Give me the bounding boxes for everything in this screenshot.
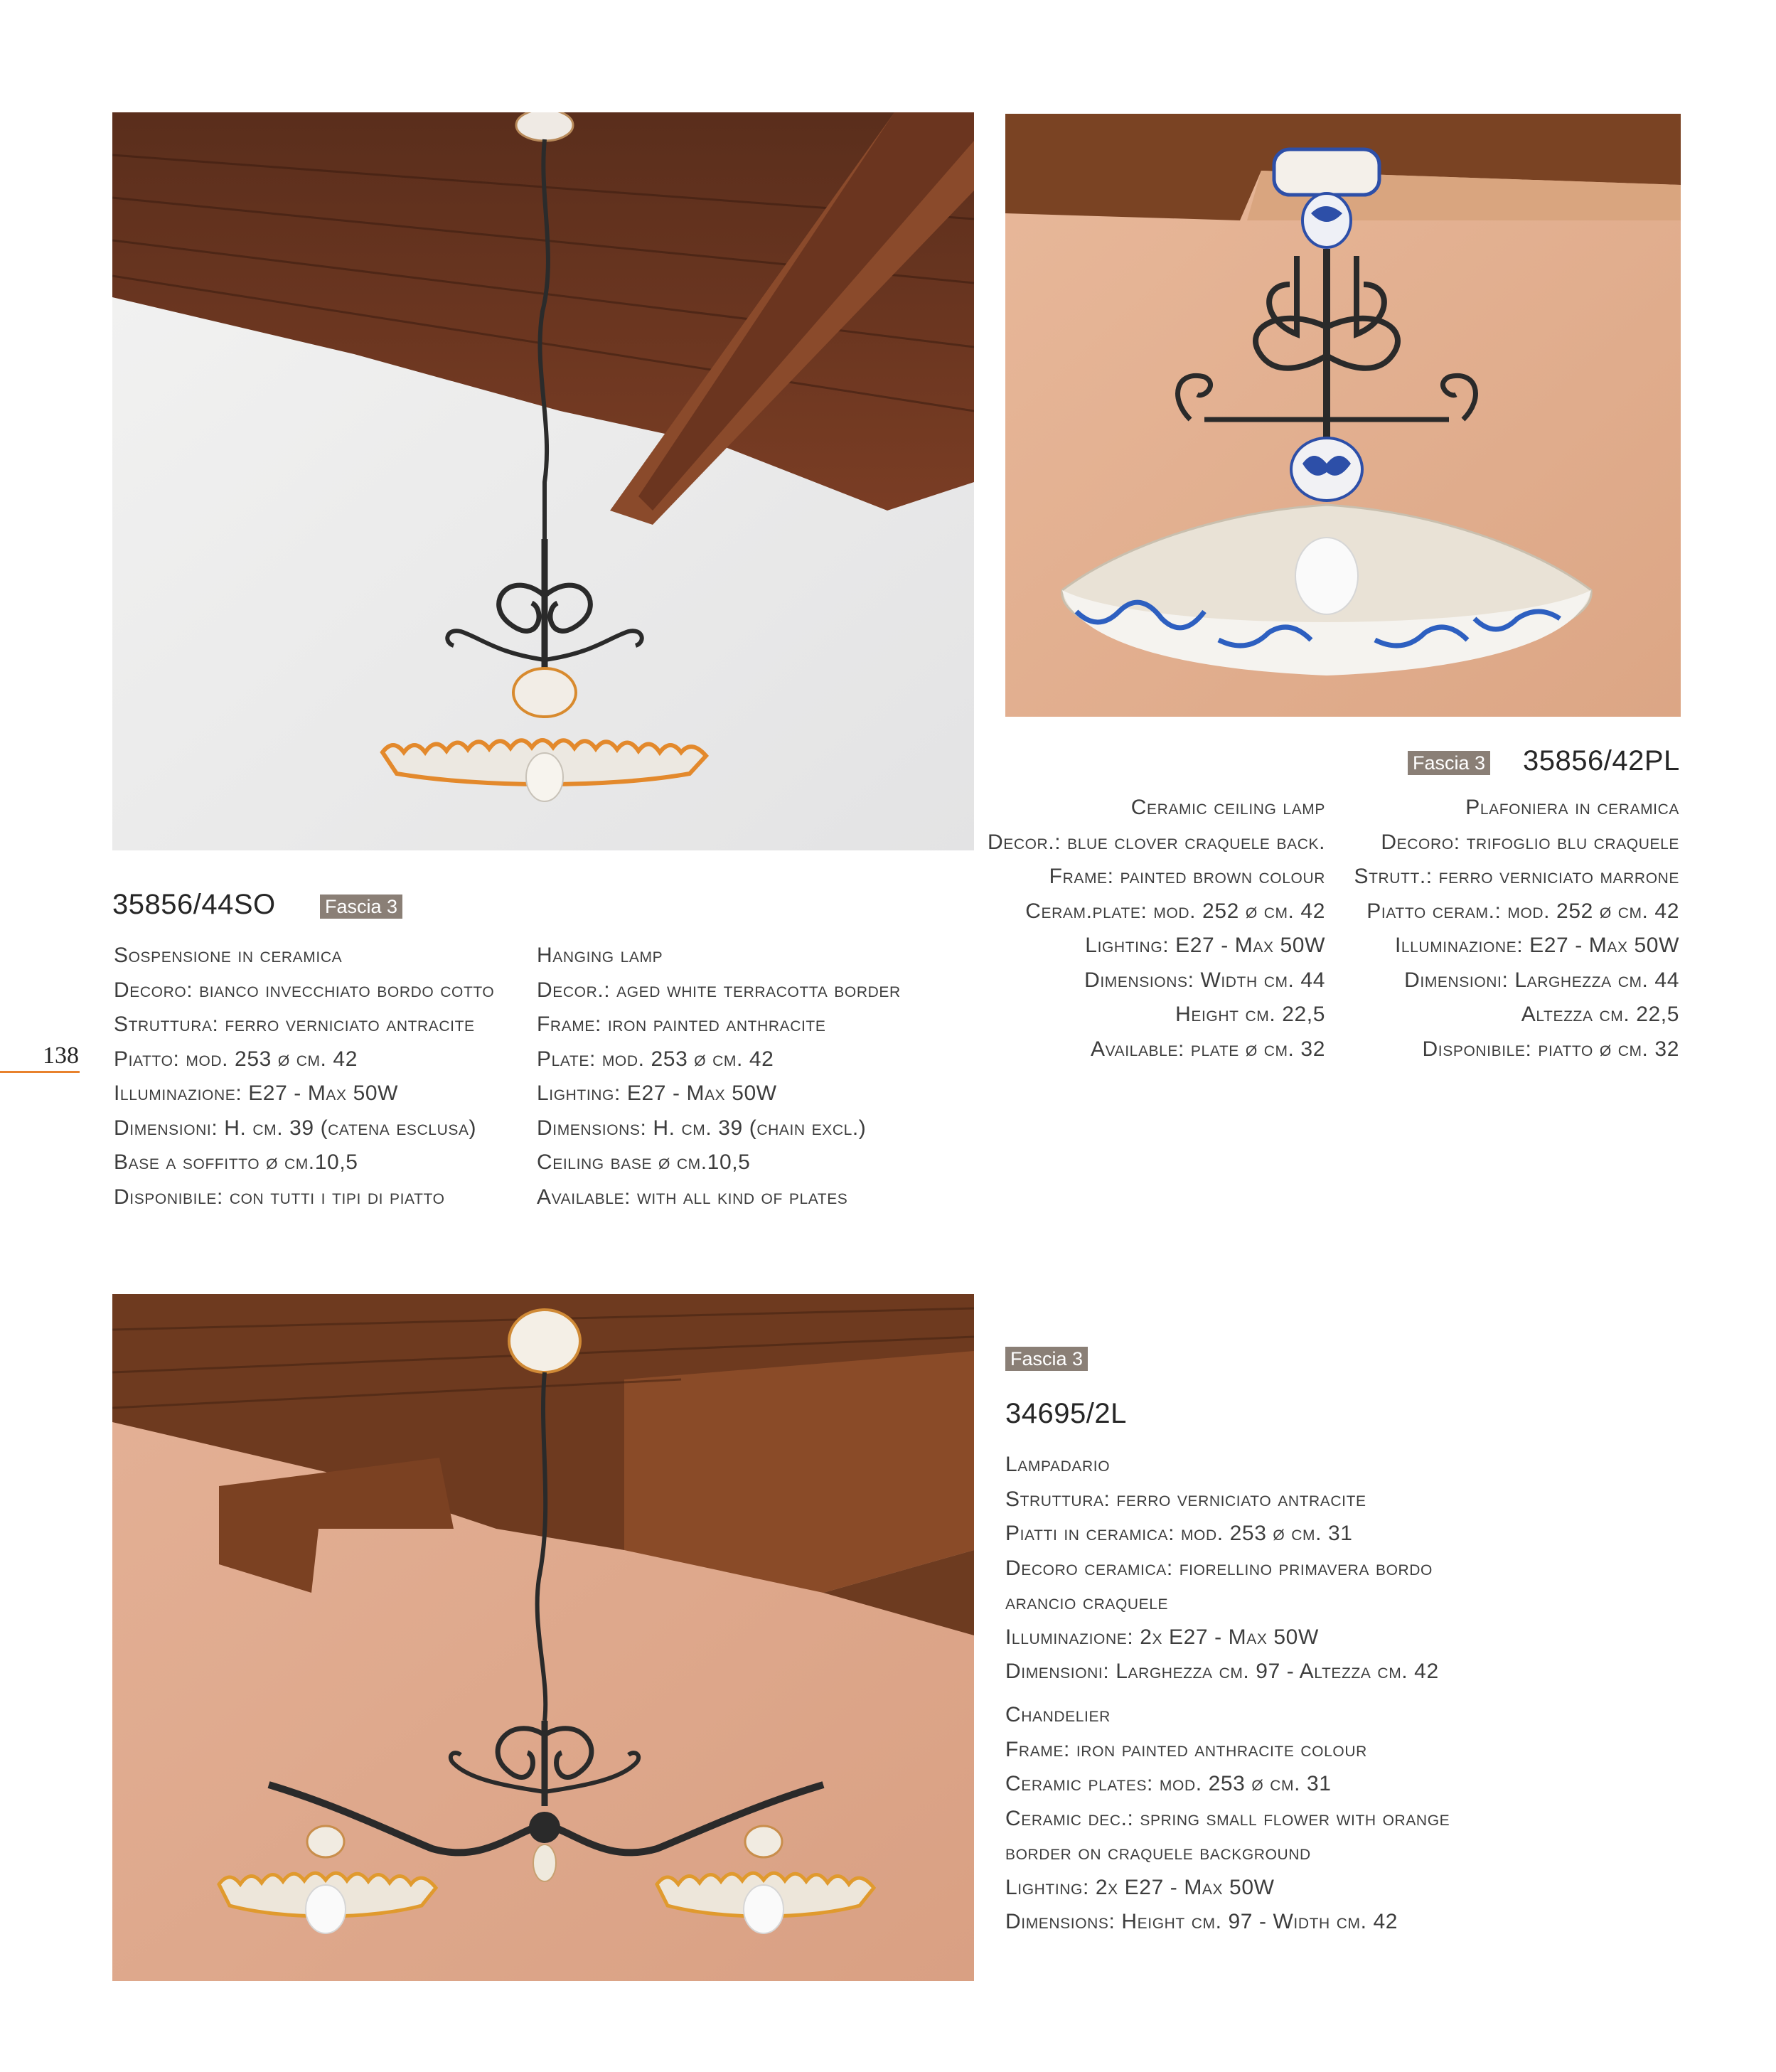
price-band-badge: Fascia 3 — [320, 895, 402, 919]
spec-line: Frame: iron painted anthracite — [537, 1013, 826, 1036]
spec-line: Lighting: E27 - Max 50W — [1085, 934, 1325, 957]
product-code: 35856/42PL — [1523, 745, 1680, 776]
spec-line: Base a soffitto ø cm.10,5 — [114, 1150, 358, 1174]
spec-line: Ceramic plates: mod. 253 ø cm. 31 — [1005, 1772, 1332, 1795]
spec-line: Hanging lamp — [537, 944, 663, 967]
spec-line: Frame: painted brown colour — [1049, 865, 1325, 888]
spec-line: Decor.: blue clover craquele back. — [987, 830, 1325, 854]
product-photo-34695-2l — [112, 1294, 974, 1981]
spec-line: Plafoniera in ceramica — [1465, 796, 1679, 819]
spec-list-english — [537, 939, 901, 1214]
spec-line: Lampadario — [1005, 1453, 1111, 1476]
page-number-rule — [0, 1071, 80, 1073]
spec-line: Strutt.: ferro verniciato marrone — [1354, 865, 1679, 888]
spec-line: Sospensione in ceramica — [114, 944, 343, 967]
spec-line: Disponibile: piatto ø cm. 32 — [1422, 1037, 1679, 1061]
spec-line: Ceram.plate: mod. 252 ø cm. 42 — [1025, 899, 1325, 923]
price-band-badge: Fascia 3 — [1408, 751, 1490, 775]
spec-line: Decoro ceramica: fiorellino primavera bordo — [1005, 1556, 1433, 1580]
spec-line: arancio craquele — [1005, 1591, 1169, 1614]
spec-line: Dimensioni: Larghezza cm. 97 - Altezza cm. 42 — [1005, 1660, 1439, 1683]
spec-list-italian — [114, 939, 494, 1214]
price-band-badge: Fascia 3 — [1005, 1347, 1088, 1371]
spec-line: Lighting: 2x E27 - Max 50W — [1005, 1875, 1275, 1899]
spec-line: Frame: iron painted anthracite colour — [1005, 1737, 1367, 1761]
spec-line: Available: with all kind of plates — [537, 1185, 848, 1209]
spec-line: Decoro: bianco invecchiato bordo cotto — [114, 978, 495, 1002]
spec-line: Decoro: trifoglio blu craquele — [1381, 830, 1679, 854]
spec-line: Ceramic dec.: spring small flower with orange — [1005, 1806, 1450, 1830]
spec-line: Piatto: mod. 253 ø cm. 42 — [114, 1047, 358, 1071]
spec-list-english — [981, 791, 1325, 1067]
spec-line: Decor.: aged white terracotta border — [537, 978, 901, 1002]
product-code: 35856/44SO — [112, 889, 276, 920]
spec-line: Struttura: ferro verniciato antracite — [1005, 1487, 1366, 1511]
spec-line: Ceiling base ø cm.10,5 — [537, 1150, 751, 1174]
spec-line: Altezza cm. 22,5 — [1521, 1003, 1679, 1026]
spec-line: Dimensioni: Larghezza cm. 44 — [1404, 968, 1679, 992]
spec-list-english — [1005, 1698, 1450, 1940]
page-number: 138 — [43, 1042, 79, 1069]
spec-line: Chandelier — [1005, 1703, 1111, 1726]
spec-line: Plate: mod. 253 ø cm. 42 — [537, 1047, 774, 1071]
product-photo-35856-44so — [112, 112, 974, 850]
spec-line: Illuminazione: E27 - Max 50W — [1394, 934, 1679, 957]
spec-line: Piatti in ceramica: mod. 253 ø cm. 31 — [1005, 1522, 1353, 1545]
spec-line: Dimensioni: H. cm. 39 (catena esclusa) — [114, 1116, 477, 1140]
product-code: 34695/2L — [1005, 1398, 1127, 1429]
spec-line: Available: plate ø cm. 32 — [1090, 1037, 1325, 1061]
spec-list-italian — [1337, 791, 1679, 1067]
spec-line: Disponibile: con tutti i tipi di piatto — [114, 1185, 445, 1209]
spec-line: Illuminazione: 2x E27 - Max 50W — [1005, 1625, 1319, 1649]
spec-line: Lighting: E27 - Max 50W — [537, 1082, 777, 1105]
spec-line: Height cm. 22,5 — [1175, 1003, 1325, 1026]
spec-line: Struttura: ferro verniciato antracite — [114, 1013, 475, 1036]
spec-line: Piatto ceram.: mod. 252 ø cm. 42 — [1366, 899, 1679, 923]
product-photo-35856-42pl — [1005, 114, 1681, 717]
spec-line: Dimensions: Height cm. 97 - Width cm. 42 — [1005, 1910, 1398, 1933]
spec-line: Dimensions: H. cm. 39 (chain excl.) — [537, 1116, 867, 1140]
spec-line: Illuminazione: E27 - Max 50W — [114, 1082, 399, 1105]
spec-list-italian — [1005, 1448, 1439, 1689]
spec-line: Dimensions: Width cm. 44 — [1084, 968, 1325, 992]
spec-line: border on craquele background — [1005, 1841, 1311, 1864]
spec-line: Ceramic ceiling lamp — [1130, 796, 1325, 819]
